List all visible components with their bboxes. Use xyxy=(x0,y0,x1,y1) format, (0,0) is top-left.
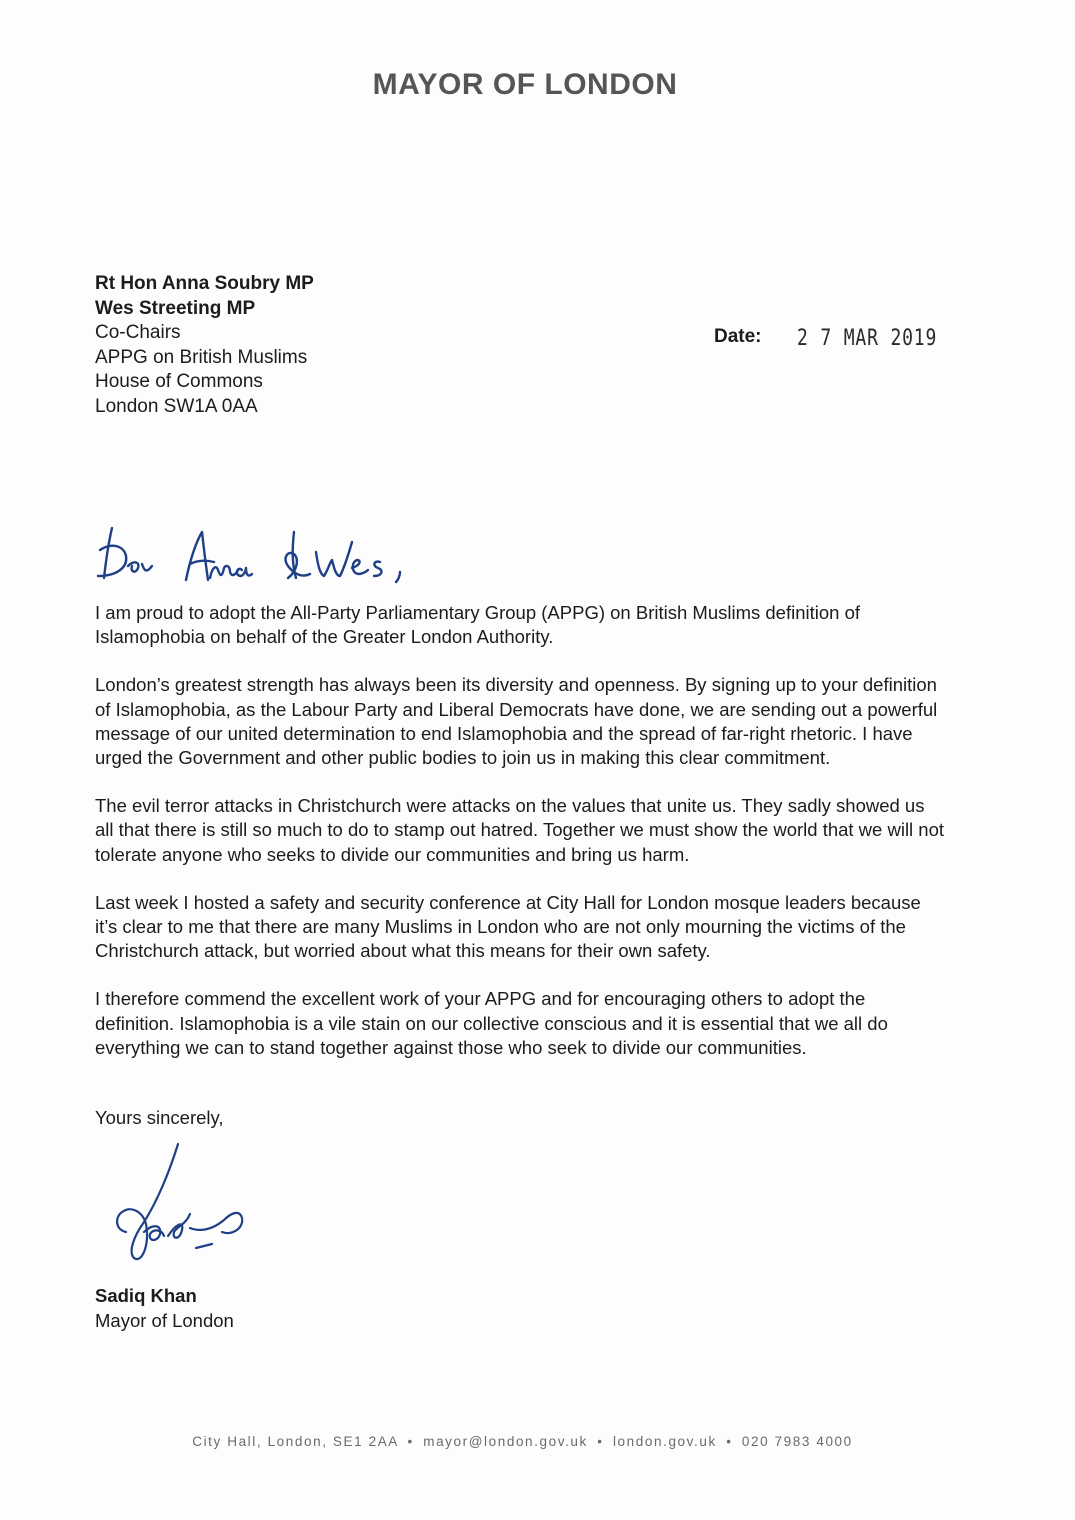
signatory-block xyxy=(95,1284,234,1333)
recipient-address xyxy=(95,272,314,419)
letter-footer xyxy=(0,1434,1045,1449)
signature-drawing xyxy=(100,1140,270,1270)
date-label: Date: xyxy=(714,326,762,347)
recipient-line: London SW1A 0AA xyxy=(95,395,258,417)
footer-phone: 020 7983 4000 xyxy=(741,1434,853,1449)
recipient-line: Wes Streeting MP xyxy=(95,297,256,319)
footer-separator: • xyxy=(597,1434,604,1449)
recipient-line: APPG on British Muslims xyxy=(95,346,308,368)
handwritten-signature xyxy=(100,1140,270,1275)
footer-separator: • xyxy=(726,1434,733,1449)
recipient-line: Co-Chairs xyxy=(95,322,181,343)
footer-email: mayor@london.gov.uk xyxy=(423,1434,588,1449)
recipient-line: Rt Hon Anna Soubry MP xyxy=(95,273,314,294)
footer-website: london.gov.uk xyxy=(612,1434,717,1449)
body-paragraph: London’s greatest strength has always been its diversity and openness. By signing up to your definition of Islamophobia, as the Labour Party and Liberal Democrats have done, we are sending out a powerful message of our united determination to end Islamophobia and the spread of far-right rhetoric. I have urged the Government and other public bodies to join us in making this clear commitment. xyxy=(95,674,938,769)
closing: Yours sincerely, xyxy=(95,1107,224,1128)
signatory-name: Sadiq Khan xyxy=(95,1285,197,1306)
date-block xyxy=(714,323,968,351)
footer-separator: • xyxy=(407,1434,414,1449)
salutation-handwriting xyxy=(90,520,430,590)
signatory-title: Mayor of London xyxy=(95,1309,234,1331)
handwritten-salutation xyxy=(90,520,430,595)
date-stamp: 2 7 MAR 2019 xyxy=(797,326,938,351)
footer-address: City Hall, London, SE1 2AA xyxy=(192,1434,399,1449)
letterhead-title: MAYOR OF LONDON xyxy=(372,68,678,101)
body-paragraph: The evil terror attacks in Christchurch were attacks on the values that unite us. They sadly showed us all that there is still so much to do to stamp out hatred. Together we must show the world that we will not tolerate anyone who seeks to divide our communities and bring us harm. xyxy=(95,795,945,865)
body-paragraph: I am proud to adopt the All-Party Parliamentary Group (APPG) on British Muslims definition of Islamophobia on behalf of the Greater London Authority. xyxy=(95,602,860,648)
body-paragraph: I therefore commend the excellent work of your APPG and for encouraging others to adopt the definition. Islamophobia is a vile stain on our collective conscious and it is essential that we all do everything we can to stand together against those who seek to divide our communities. xyxy=(95,988,888,1058)
letter-body xyxy=(95,601,945,1084)
recipient-line: House of Commons xyxy=(95,371,263,392)
body-paragraph: Last week I hosted a safety and security conference at City Hall for London mosque leaders because it’s clear to me that there are many Muslims in London who are not only mourning the victims of the Christchurch attack, but worried about what this means for their own safety. xyxy=(95,891,921,962)
